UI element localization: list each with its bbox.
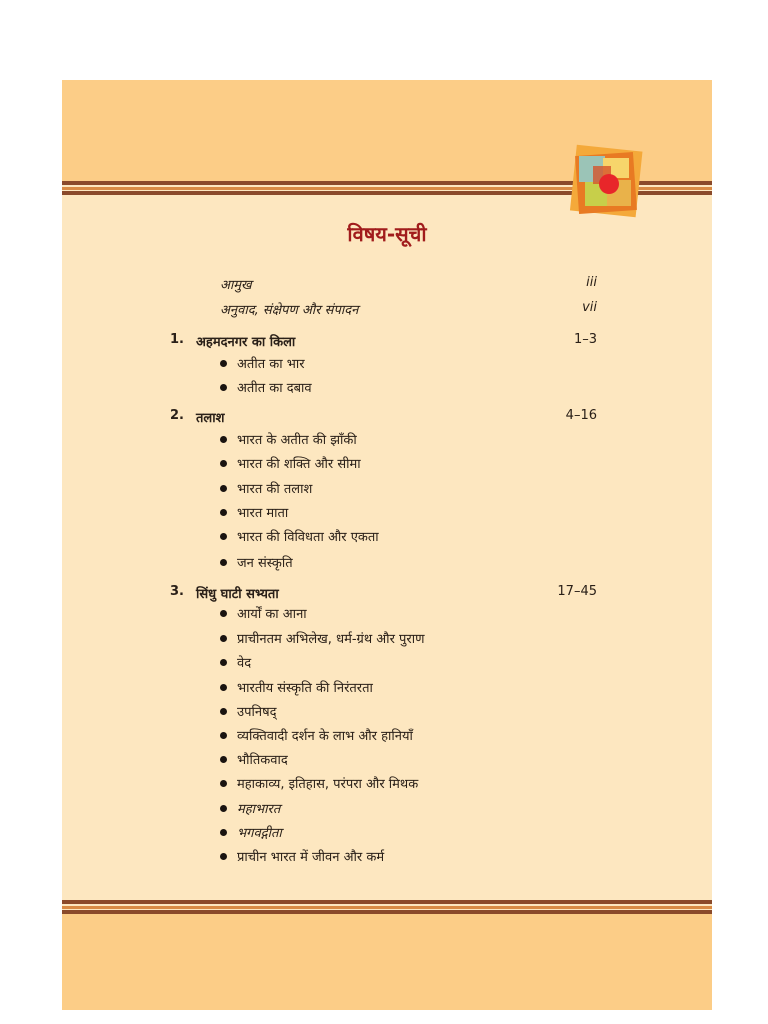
list-item: भौतिकवाद (220, 750, 288, 768)
chapter-title: सिंधु घाटी सभ्यता (196, 587, 279, 602)
list-item: प्राचीनतम अभिलेख, धर्म-ग्रंथ और पुराण (220, 629, 425, 647)
bullet-icon (220, 635, 227, 642)
bullet-icon (220, 780, 227, 787)
bullet-icon (220, 533, 227, 540)
list-item: अतीत का दबाव (220, 378, 312, 396)
bullet-icon (220, 509, 227, 516)
list-item: अतीत का भार (220, 354, 305, 372)
bullet-icon (220, 853, 227, 860)
list-item: महाभारत (220, 799, 280, 817)
bullet-icon (220, 659, 227, 666)
bottom-rule-2 (62, 906, 712, 909)
bullet-icon (220, 732, 227, 739)
chapter-number: 3. (170, 584, 184, 599)
bullet-icon (220, 460, 227, 467)
chapter-pages: 17–45 (557, 584, 597, 599)
bullet-icon (220, 360, 227, 367)
decorative-square-emblem-icon (567, 144, 645, 222)
list-item: उपनिषद् (220, 702, 277, 720)
book-page (62, 80, 712, 1010)
list-item: भारत माता (220, 503, 288, 521)
page-title: विषय-सूची (347, 222, 427, 246)
list-item: प्राचीन भारत में जीवन और कर्म (220, 847, 384, 865)
front-item-label: अनुवाद, संक्षेपण और संपादन (220, 303, 359, 318)
list-item: महाकाव्य, इतिहास, परंपरा और मिथक (220, 774, 418, 792)
bottom-band (62, 914, 712, 1010)
bullet-icon (220, 485, 227, 492)
list-item: भारत की तलाश (220, 479, 312, 497)
list-item: वेद (220, 653, 251, 671)
list-item: भगवद्गीता (220, 823, 282, 841)
bullet-icon (220, 610, 227, 617)
bullet-icon (220, 708, 227, 715)
bullet-icon (220, 436, 227, 443)
front-item-page: iii (586, 275, 597, 290)
chapter-title: अहमदनगर का किला (196, 335, 296, 350)
bullet-icon (220, 829, 227, 836)
list-item: जन संस्कृति (220, 553, 293, 571)
bottom-rule-1 (62, 900, 712, 904)
front-item-label: आमुख (220, 278, 252, 293)
chapter-pages: 1–3 (573, 332, 597, 347)
bullet-icon (220, 805, 227, 812)
chapter-number: 2. (170, 408, 184, 423)
chapter-title: तलाश (196, 411, 225, 426)
bullet-icon (220, 684, 227, 691)
list-item: आर्यों का आना (220, 604, 307, 622)
chapter-number: 1. (170, 332, 184, 347)
list-item: व्यक्तिवादी दर्शन के लाभ और हानियाँ (220, 726, 413, 744)
list-item: भारत की शक्ति और सीमा (220, 454, 361, 472)
list-item: भारत के अतीत की झाँकी (220, 430, 357, 448)
list-item: भारत की विविधता और एकता (220, 527, 379, 545)
bullet-icon (220, 756, 227, 763)
front-item-page: vii (582, 300, 597, 315)
chapter-pages: 4–16 (565, 408, 597, 423)
bullet-icon (220, 559, 227, 566)
bullet-icon (220, 384, 227, 391)
list-item: भारतीय संस्कृति की निरंतरता (220, 678, 373, 696)
